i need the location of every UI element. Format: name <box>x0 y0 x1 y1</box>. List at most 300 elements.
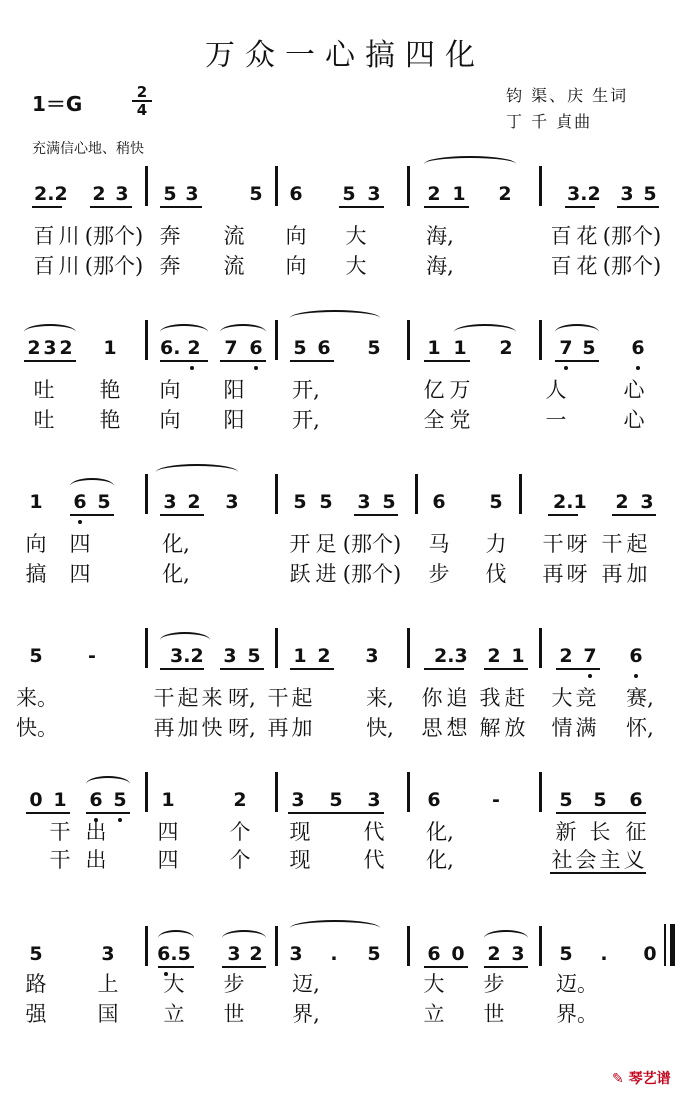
barline <box>145 772 148 812</box>
lyric-syllable: 全 <box>423 408 445 432</box>
lyric-syllable: 思 <box>421 716 443 740</box>
lyric-syllable: 呀 <box>566 562 588 586</box>
barline <box>275 166 278 206</box>
note: 3 <box>289 943 303 965</box>
lyric-syllable: 人 <box>545 378 567 402</box>
note: 1 <box>161 789 175 811</box>
slur <box>290 920 380 936</box>
lyric-syllable: 步 <box>223 972 245 996</box>
lyric-syllable: 四 <box>69 562 91 586</box>
lyric-syllable: 干 <box>267 686 289 710</box>
note: 2 <box>559 645 573 667</box>
lyric-syllable: 来 <box>201 686 223 710</box>
beam <box>220 668 264 670</box>
slur <box>220 324 266 340</box>
lyric-syllable: 再 <box>267 716 289 740</box>
note: 5 <box>29 645 43 667</box>
note: 3 <box>357 491 371 513</box>
note: 5 <box>163 183 177 205</box>
beam <box>24 360 76 362</box>
lyric-syllable: 个 <box>229 820 251 844</box>
note: 5 <box>367 337 381 359</box>
note: 5 <box>247 645 261 667</box>
lyric-syllable: 现 <box>289 848 311 872</box>
beam <box>160 206 202 208</box>
logo-text: 琴艺谱 <box>628 1071 671 1087</box>
barline <box>519 474 522 514</box>
lyric-syllable: 开 <box>289 532 311 556</box>
lyric-syllable: 流 <box>223 224 245 248</box>
note: 5 <box>293 491 307 513</box>
lyric-syllable: 你 <box>421 686 443 710</box>
lyric-syllable: (那个) <box>602 224 662 248</box>
composer-credit: 丁 千 貞曲 <box>506 112 593 131</box>
barline <box>539 166 542 206</box>
note: 6 <box>427 789 441 811</box>
barline <box>407 926 410 966</box>
note: 2 <box>427 183 441 205</box>
lyric-syllable: 搞 <box>25 562 47 586</box>
note: 2 <box>487 645 501 667</box>
lyric-syllable: 现 <box>289 820 311 844</box>
note: 2 <box>187 491 201 513</box>
note: 2.3 <box>434 645 468 667</box>
lyric-syllable: 强 <box>25 1002 47 1026</box>
note: 2 <box>27 337 41 359</box>
note: 0 <box>29 789 43 811</box>
lyric-syllable: 长 <box>589 820 611 844</box>
beam <box>424 966 468 968</box>
note: 1 <box>511 645 525 667</box>
note: . <box>600 943 608 965</box>
note: 3 <box>163 491 177 513</box>
lyric-syllable: 大 <box>345 254 367 278</box>
note: 5 <box>582 337 596 359</box>
beam <box>290 668 334 670</box>
beam <box>424 206 469 208</box>
lyric-syllable: 大 <box>345 224 367 248</box>
lyric-syllable: 吐 <box>33 378 55 402</box>
lyric-syllable: (那个) <box>84 224 144 248</box>
beam <box>288 812 384 814</box>
barline <box>539 628 542 668</box>
site-logo <box>612 1068 671 1088</box>
note: 1 <box>452 183 466 205</box>
lyric-syllable: 向 <box>285 254 307 278</box>
lyric-syllable: 向 <box>159 378 181 402</box>
note: 7 <box>559 337 573 359</box>
lyric-syllable: 伐 <box>485 562 507 586</box>
lyric-syllable: 迈。 <box>556 972 598 996</box>
lyric-syllable: 快。 <box>16 716 58 740</box>
octave-dot <box>634 674 638 678</box>
lyric-syllable: 立 <box>423 1002 445 1026</box>
lyric-syllable: 出 <box>85 848 107 872</box>
note: 6 <box>89 789 103 811</box>
note: 5 <box>249 183 263 205</box>
note: 2.1 <box>553 491 587 513</box>
beam <box>354 514 398 516</box>
note: 1 <box>29 491 43 513</box>
lyric-syllable: 起 <box>291 686 313 710</box>
note: 2 <box>233 789 247 811</box>
note: - <box>492 789 500 811</box>
notes-row <box>0 624 690 668</box>
note: 1 <box>453 337 467 359</box>
time-signature <box>132 84 152 118</box>
lyric-syllable: 义 <box>623 848 645 872</box>
octave-dot <box>254 366 258 370</box>
beam <box>339 206 384 208</box>
lyric-syllable: 再 <box>601 562 623 586</box>
lyric-syllable: 大 <box>551 686 573 710</box>
barline <box>407 320 410 360</box>
lyric-syllable: 向 <box>159 408 181 432</box>
beam <box>556 812 646 814</box>
lyric-syllable: 界。 <box>556 1002 598 1026</box>
lyric-syllable: 我 <box>479 686 501 710</box>
lyric-syllable: 代 <box>363 820 385 844</box>
lyric-syllable: 化, <box>426 848 454 872</box>
note: 2 <box>92 183 106 205</box>
note: 3 <box>43 337 57 359</box>
lyric-syllable: 足 <box>315 532 337 556</box>
lyric-syllable: 出 <box>85 820 107 844</box>
lyric-syllable: 世 <box>483 1002 505 1026</box>
barline <box>539 320 542 360</box>
barline <box>275 772 278 812</box>
beam <box>548 514 578 516</box>
barline <box>145 628 148 668</box>
barline <box>407 628 410 668</box>
lyric-syllable: 百 <box>33 254 55 278</box>
lyric-syllable: 会 <box>575 848 597 872</box>
beam <box>90 206 132 208</box>
lyric-syllable: 化, <box>426 820 454 844</box>
lyric-syllable: 四 <box>69 532 91 556</box>
note: 1 <box>53 789 67 811</box>
lyric-syllable: 世 <box>223 1002 245 1026</box>
note: 5 <box>559 789 573 811</box>
lyric-syllable: 来。 <box>16 686 58 710</box>
note: 0 <box>451 943 465 965</box>
lyric-syllable: 快, <box>366 716 394 740</box>
lyric-syllable: 满 <box>575 716 597 740</box>
barline <box>275 320 278 360</box>
note: 3 <box>115 183 129 205</box>
lyric-syllable: 心 <box>623 408 645 432</box>
lyric-syllable: 化, <box>162 562 190 586</box>
lyric-syllable: 代 <box>363 848 385 872</box>
note: 2 <box>615 491 629 513</box>
note: 2 <box>187 337 201 359</box>
notes-row <box>0 162 690 206</box>
note: 5 <box>293 337 307 359</box>
lyric-syllable: 界, <box>292 1002 320 1026</box>
note: 3.2 <box>170 645 204 667</box>
lyric-syllable: 干 <box>49 848 71 872</box>
beam <box>86 812 130 814</box>
beam <box>617 206 659 208</box>
lyric-syllable: (那个) <box>342 532 402 556</box>
beam <box>32 206 62 208</box>
note: 5 <box>367 943 381 965</box>
octave-dot <box>588 674 592 678</box>
barline <box>275 474 278 514</box>
octave-dot <box>190 366 194 370</box>
note: 5 <box>329 789 343 811</box>
note: 7 <box>224 337 238 359</box>
lyric-syllable: 赛, <box>626 686 654 710</box>
lyric-syllable: 流 <box>223 254 245 278</box>
lyric-syllable: 起 <box>177 686 199 710</box>
lyric-syllable: 追 <box>446 686 468 710</box>
lyric-syllable: 快 <box>201 716 223 740</box>
note: 5 <box>643 183 657 205</box>
lyric-syllable: 干 <box>49 820 71 844</box>
slur <box>86 776 130 792</box>
lyric-syllable: 怀, <box>626 716 654 740</box>
lyric-syllable: 百 <box>33 224 55 248</box>
octave-dot <box>78 520 82 524</box>
note: 1 <box>103 337 117 359</box>
lyric-syllable: 加 <box>177 716 199 740</box>
slur <box>156 464 238 480</box>
beam <box>484 668 528 670</box>
lyric-syllable: 阳 <box>223 378 245 402</box>
note: 6.5 <box>157 943 191 965</box>
lyric-syllable: 阳 <box>223 408 245 432</box>
note: 2.2 <box>34 183 68 205</box>
lyric-syllable: (那个) <box>84 254 144 278</box>
note: 7 <box>583 645 597 667</box>
lyric-syllable: 社 <box>551 848 573 872</box>
note: 6 <box>249 337 263 359</box>
lyric-syllable: 万 <box>449 378 471 402</box>
lyric-syllable: 进 <box>315 562 337 586</box>
note: 3 <box>227 943 241 965</box>
lyric-syllable: 川 <box>58 254 80 278</box>
meter-bottom: 4 <box>136 101 148 119</box>
lyric-syllable: 四 <box>157 820 179 844</box>
lyric-syllable: 开, <box>292 378 320 402</box>
lyric-underline <box>550 872 646 874</box>
slur <box>290 310 380 326</box>
lyric-syllable: 干 <box>153 686 175 710</box>
slur <box>454 324 516 340</box>
note: 6. <box>160 337 181 359</box>
note: 5 <box>319 491 333 513</box>
lyric-syllable: 百 <box>550 254 572 278</box>
final-barline-thin <box>664 924 666 966</box>
lyric-syllable: 再 <box>542 562 564 586</box>
lyric-syllable: 奔 <box>159 224 181 248</box>
note: 6 <box>629 789 643 811</box>
barline <box>275 628 278 668</box>
octave-dot <box>118 818 122 822</box>
beam <box>556 668 600 670</box>
octave-dot <box>564 366 568 370</box>
barline <box>407 166 410 206</box>
lyric-syllable: 加 <box>626 562 648 586</box>
note: 5 <box>593 789 607 811</box>
lyric-syllable: 立 <box>163 1002 185 1026</box>
barline <box>145 320 148 360</box>
lyric-syllable: 马 <box>428 532 450 556</box>
lyric-syllable: 吐 <box>33 408 55 432</box>
note: 2 <box>499 337 513 359</box>
lyric-syllable: 征 <box>625 820 647 844</box>
lyric-syllable: 解 <box>479 716 501 740</box>
lyric-syllable: 呀 <box>566 532 588 556</box>
note: 6 <box>317 337 331 359</box>
lyric-syllable: 再 <box>153 716 175 740</box>
beam <box>424 668 464 670</box>
note: . <box>330 943 338 965</box>
lyric-syllable: 干 <box>601 532 623 556</box>
slur <box>160 324 208 340</box>
barline <box>407 772 410 812</box>
beam <box>160 514 204 516</box>
barline <box>145 474 148 514</box>
beam <box>160 668 204 670</box>
lyric-syllable: (那个) <box>602 254 662 278</box>
lyric-syllable: 路 <box>25 972 47 996</box>
credits <box>506 83 628 135</box>
note: 3 <box>620 183 634 205</box>
lyric-syllable: 新 <box>555 820 577 844</box>
lyric-syllable: 加 <box>291 716 313 740</box>
note: 3.2 <box>567 183 601 205</box>
lyric-syllable: (那个) <box>342 562 402 586</box>
lyric-syllable: 奔 <box>159 254 181 278</box>
meter-top: 2 <box>132 84 152 102</box>
notes-row <box>0 316 690 360</box>
note: 5 <box>382 491 396 513</box>
beam <box>612 514 656 516</box>
barline <box>275 926 278 966</box>
barline <box>415 474 418 514</box>
lyric-syllable: 干 <box>542 532 564 556</box>
note: 2 <box>59 337 73 359</box>
beam <box>555 360 599 362</box>
lyric-syllable: 海, <box>426 254 454 278</box>
note: 3 <box>101 943 115 965</box>
note: 6 <box>432 491 446 513</box>
beam <box>160 360 208 362</box>
note: 3 <box>291 789 305 811</box>
lyric-syllable: 主 <box>599 848 621 872</box>
note: 2 <box>487 943 501 965</box>
note: 2 <box>498 183 512 205</box>
note: 3 <box>367 183 381 205</box>
barline <box>145 166 148 206</box>
barline <box>145 926 148 966</box>
note: 3 <box>365 645 379 667</box>
lyric-syllable: 步 <box>483 972 505 996</box>
note: 3 <box>185 183 199 205</box>
lyric-syllable: 一 <box>545 408 567 432</box>
lyric-syllable: 上 <box>97 972 119 996</box>
lyric-syllable: 海, <box>426 224 454 248</box>
barline <box>539 772 542 812</box>
lyric-syllable: 跃 <box>289 562 311 586</box>
note: 6 <box>289 183 303 205</box>
lyric-syllable: 国 <box>97 1002 119 1026</box>
note: 1 <box>293 645 307 667</box>
note: 3 <box>640 491 654 513</box>
lyric-syllable: 竞 <box>575 686 597 710</box>
lyric-syllable: 来, <box>366 686 394 710</box>
lyric-syllable: 起 <box>626 532 648 556</box>
note: 5 <box>97 491 111 513</box>
lyric-syllable: 放 <box>504 716 526 740</box>
beam <box>222 966 266 968</box>
lyric-syllable: 赶 <box>504 686 526 710</box>
lyric-syllable: 想 <box>446 716 468 740</box>
note: 3 <box>223 645 237 667</box>
notes-row <box>0 922 690 966</box>
final-barline-thick <box>670 924 675 966</box>
lyric-syllable: 亿 <box>423 378 445 402</box>
lyric-syllable: 大 <box>423 972 445 996</box>
note: 6 <box>629 645 643 667</box>
note: - <box>88 645 96 667</box>
beam <box>158 966 194 968</box>
lyric-syllable: 大 <box>163 972 185 996</box>
beam <box>26 812 70 814</box>
beam <box>565 206 595 208</box>
beam <box>424 360 470 362</box>
lyric-syllable: 心 <box>623 378 645 402</box>
logo-icon: ✎ <box>612 1071 624 1087</box>
lyric-syllable: 呀, <box>228 716 256 740</box>
slur <box>158 930 194 946</box>
note: 5 <box>29 943 43 965</box>
note: 2 <box>249 943 263 965</box>
lyric-syllable: 个 <box>229 848 251 872</box>
note: 6 <box>73 491 87 513</box>
note: 3 <box>511 943 525 965</box>
slur <box>555 324 599 340</box>
lyric-syllable: 花 <box>576 224 598 248</box>
slur <box>160 632 210 648</box>
lyric-syllable: 向 <box>25 532 47 556</box>
note: 6 <box>631 337 645 359</box>
lyric-syllable: 百 <box>550 224 572 248</box>
notes-row <box>0 470 690 514</box>
barline <box>539 926 542 966</box>
slur <box>24 324 76 340</box>
note: 5 <box>559 943 573 965</box>
song-title: 万众一心搞四化 <box>205 38 485 73</box>
lyric-syllable: 呀, <box>228 686 256 710</box>
lyric-syllable: 向 <box>285 224 307 248</box>
lyric-syllable: 党 <box>449 408 471 432</box>
note: 3 <box>367 789 381 811</box>
note: 2 <box>317 645 331 667</box>
lyric-syllable: 川 <box>58 224 80 248</box>
lyric-syllable: 花 <box>576 254 598 278</box>
slur <box>70 478 114 494</box>
slur <box>484 930 528 946</box>
slur <box>222 930 266 946</box>
lyric-syllable: 情 <box>551 716 573 740</box>
beam <box>220 360 266 362</box>
lyric-syllable: 迈, <box>292 972 320 996</box>
beam <box>290 360 334 362</box>
note: 3 <box>225 491 239 513</box>
